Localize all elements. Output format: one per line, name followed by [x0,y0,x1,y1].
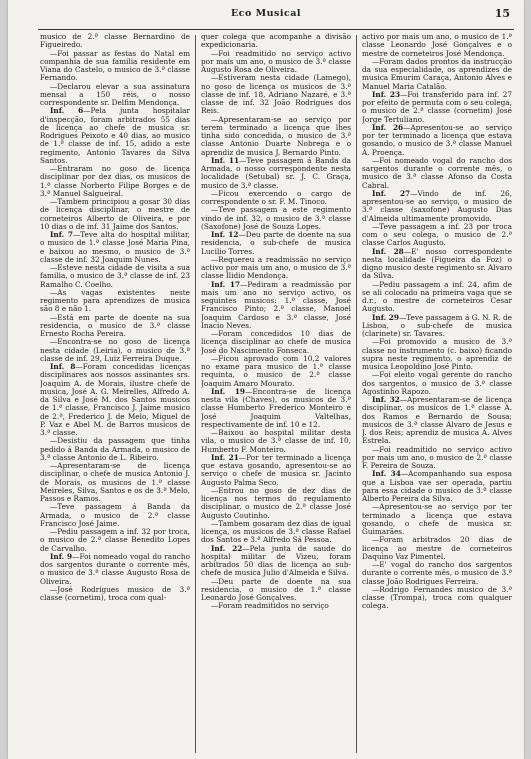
paragraph-text: —Esteve nesta cidade de visita a sua familia, o musico de 3.ª classe de inf. 23 Ramalho C. Coelho. [40,263,190,289]
paragraph-text: —Teve passagem á Banda da Armada, o musico de 2.ª classe Francisco José Jaime. [40,502,190,528]
news-paragraph [40,553,190,586]
paragraph-text: —E' nosso correspondente nesta localidade (Figueira da Foz) o digno musico deste regimento sr. Alvaro da Silva. [362,246,512,281]
paragraph-text: —Teve passagem á Banda da Armada, o nosso correspondente nesta localidade (Setubal) sr. J. C. Graça, musico de 3.ª classe. [201,155,351,190]
news-paragraph [40,33,190,50]
news-paragraph [362,586,512,611]
regiment-heading: Inf. 7 [50,230,73,239]
journal-title: Eco Musical [230,8,302,19]
paragraph-text: —E' vogal do rancho dos sargentos durante o corrente mês, o musico de 3.ª classe João Rodrigues Ferreira. [362,560,512,586]
news-paragraph [201,388,351,429]
paragraph-text: —Encontra-se de licença nesta vila (Chaves), os musicos de 3.ª classe Humberto Frederico Monteiro e José Joaquim Valtelhas, respectivamente de inf. 10 e 12. [201,386,351,429]
news-paragraph [362,248,512,281]
news-paragraph [201,231,351,256]
news-paragraph [362,223,512,248]
paragraph-text: —Baixou ao hospital militar desta vila, o musico de 3.ª classe de inf. 10, Humberto F. Monteiro. [201,428,351,454]
news-paragraph [40,107,190,165]
paragraph-text: —Tambem gosaram dez dias de igual licença, os musicos de 3.ª classe Rafael dos Santos e 3.ª Alfredo Sá Pessoa. [201,518,351,545]
regiment-heading: Inf. 17 [211,279,241,289]
paragraph-text: —Foram readmitidos no serviço [211,601,329,611]
news-paragraph [362,536,512,561]
paragraph-text: —Tambem principiou a gosar 30 dias de licença disciplinar, o mestre de corneteiros Alberto de Oliveira, e por 10 dias o de inf. 31 Jaime dos Santos. [40,197,190,231]
paragraph-text: —Por ter terminado a licença que estava gosando, apresentou-se ao serviço o chefe de musica sr. Jacinto Augusto Palma Seco. [201,452,351,487]
paragraph-text: —Ficou aprovado com 10,2 valores no exame para musico de 1.ª classe requinta, o musico de 2.ª classe Joaquim Amaro Mourato. [201,353,351,388]
news-paragraph [362,470,512,503]
paragraph-text: activo por mais um ano, o musico de 1.ª classe Leonardo José Gonçalves e o mestre de corneteiros José Mendonça. [362,33,512,58]
news-paragraph [201,429,351,454]
regiment-heading: Inf. 19 [211,386,246,396]
paragraph-text: —Requereu a readmissão no serviço activo por mais um ano, o musico de 3.ª classe Ilidio Mendonça. [201,254,351,281]
paragraph-text: —Foram arbitrados 20 dias de licença ao mestre de corneteiros Daquino Vaz Pimentel. [362,535,512,561]
paragraph-text: —Entrou no goso de dez dias de licença nos termos do regulamento disciplinar, o musico de 2.ª classe José Augusto Coutinho. [201,485,351,520]
paragraph-text: —Apresentou-se ao serviço por ter terminado a licença que estava gosando, o musico de 3.ª classe Manuel A. Proença. [362,122,512,157]
news-paragraph [201,545,351,578]
page-number: 15 [494,7,510,20]
news-paragraph [201,116,351,157]
news-paragraph [362,314,512,339]
paragraph-text: —Deu parte de doente na sua residencia, o sub-chefe de musica Lucilio Torres. [201,230,351,256]
news-paragraph [40,338,190,363]
news-paragraph [40,83,190,108]
news-paragraph [201,157,351,190]
news-paragraph [201,520,351,545]
column-divider [356,35,357,753]
paragraph-text: —Pela junta de saude do hospital militar de Vizeu, foram arbitrados 50 dias de licença ao sub-chefe de musica Julio d'Almeida e Silva. [201,543,351,578]
news-paragraph [362,281,512,314]
regiment-heading: Inf. 9 [50,551,73,561]
news-paragraph [40,289,190,314]
news-paragraph [201,578,351,603]
news-paragraph [40,586,190,603]
regiment-heading: Inf. 8 [50,362,76,371]
paragraph-text: —Vindo de inf. 26, apresentou-se ao serviço, o musico de 3.ª classe (saxofone) Augusto Dias d'Almeida ultimamente promovido. [362,188,512,223]
regiment-heading: Inf. 32 [372,395,400,404]
paragraph-text: —Apresentaram-se ao serviço por terem terminado a licença que lhes tinha sido concedida, o musico de 3.ª classe Antonio Duarte Nobrega e o aprendiz de musica J. Bernardo Pinto. [201,114,351,157]
paragraph-text: —Teve passagem a inf. 23 por troca com o seu colega, o musico de 2.ª classe Carlos Augusto. [362,221,512,248]
paragraph-text: —Pela junta hospitalar d'inspecção, foram arbitrados 55 dias de licença ao chefe de musica sr. Rodrigues Peixoto e 40 dias, ao musico de 1.ª classe de inf. 15, adido a este regimento, Antonio Tavares da Silva Santos. [40,106,190,165]
paragraph-text: —Foi readmitido no serviço activo por mais um ano, o musico de 2.ª classe F. Pereira de Souza. [362,444,512,470]
text-columns [40,33,512,753]
paragraph-text: —Deu parte de doente na sua residencia, o musico de 1.ª classe Leonardo José Gonçalves. [201,576,351,602]
news-paragraph [362,124,512,157]
paragraph-text: —Foram concedidos 10 dias de licença disciplinar ao chefe de musica José do Nascimento Fonseca. [201,329,351,355]
news-paragraph [362,338,512,371]
paragraph-text: —Estiveram nesta cidade (Lamego), no goso de licença os musicos de 3.ª classe de inf. 18, Adriano Nazaré, e 3.ª classe de inf. 32 João Rodrigues dos Reis. [201,73,351,116]
news-paragraph [362,190,512,223]
regiment-heading: Inf. 27 [372,188,411,198]
news-paragraph [201,206,351,231]
header-rule [38,29,514,30]
regiment-heading: Inf. 6 [50,106,84,116]
page [8,0,524,759]
paragraph-text: —Teve passagem a este regimento vindo de inf. 32, o musico de 3.ª classe (Saxofone) José de Souza Lopes. [201,205,351,231]
regiment-heading: Inf. 28 [372,246,404,256]
paragraph-text: —Teve alta do hospital militar, o musico de 1.ª classe José Maria Pina, e baixou ao mesmo, o musico de 3.ª classe de inf. 32 Joaquim Nunes. [40,230,190,264]
news-paragraph [362,58,512,91]
paragraph-text: —Foi promovido a musico de 3.ª classe no instrumento (c. baixo) ficando supra neste regimento, o aprendiz de musica Leopoldino José Pinto. [362,337,512,371]
page-header [8,8,524,24]
news-paragraph [362,561,512,586]
news-paragraph [201,355,351,388]
paragraph-text: —Rodrigo Fernandes musico de 3.ª classe (Trompa), troca com qualquer colega. [362,584,512,611]
column-divider [195,35,196,753]
news-paragraph [40,528,190,553]
news-paragraph [40,314,190,339]
regiment-heading: Inf. 22 [211,543,243,553]
news-paragraph [201,454,351,487]
news-paragraph [201,74,351,115]
news-paragraph [362,33,512,58]
paragraph-text: —Foram concedidas licenças disciplinares aos nossos assinantes srs. Joaquim A. de Morais, ilustre chefe de musica, José A. G. Meirelles, Alfredo A. da Silva e José M. dos Santos musicos de 1.ª classe, Francisco J. Jaime musico de 2.ª, Frederico J. de Melo, Miguel de P. Vaz e Abel M. de Barros musicos de 3.ª classe. [40,362,190,437]
regiment-heading: Inf. 26 [372,122,404,132]
news-paragraph [201,487,351,520]
column-1 [40,33,190,753]
column-3 [362,33,512,753]
news-paragraph [40,231,190,264]
news-paragraph [40,198,190,231]
regiment-heading: Inf. 29 [372,312,399,322]
news-paragraph [362,157,512,190]
news-paragraph [201,602,351,610]
news-paragraph [40,50,190,83]
paragraph-text: —Pediram a readmissão por mais um ano no serviço activo, os seguintes musicos: 1.ª classe, José Francisco Pinto; 2.ª classe, Manoel Joaquim Cardoso e 3.ª classe, José Inacio Neves. [201,279,351,330]
paragraph-text: —Apresentaram-se de licença disciplinar, os musicos de 1.ª classe A. dos Ramos e Bernardo de Sousa; musicos de 3.ª classe Alvaro de Jesus e J. dos Reis; aprendiz de musica A. Alves Estrela. [362,395,512,446]
paragraph-text: —Declarou elevar a sua assinatura mensal a 150 réis, o nosso correspondente sr. Delfim Mendonça. [40,81,190,107]
paragraph-text: —Encontra-se no goso de licença nesta cidade (Leiria), o musico de 3.ª classe de inf. 29, Luiz Ferreira Duque. [40,337,190,363]
news-paragraph [362,503,512,536]
paragraph-text: —Foi nomeado vogal do rancho dos sargentos durante o corrente mês, o musico de 3.ª classe Augusto Rosa de Oliveira. [40,551,190,586]
news-paragraph [362,446,512,471]
column-2 [201,33,351,753]
paragraph-text: —Foi nomeado vogal do rancho dos sargentos durante o corrente mês, o musico de 3.ª classe Afonso da Costa Cabral. [362,155,512,190]
paragraph-text: —Entraram no goso de licença disciplinar por dez dias, os musicos de 1.ª classe Norberto Filipe Borges e de 3.ª Manuel Salgueiral. [40,164,190,198]
paragraph-text: —Pediu passagem a inf. 24, afim de se ali colocado na primeira vaga que se d.r., o mestre de corneteiros Cesar Augusto. [362,279,512,314]
paragraph-text: —As vagas existentes neste regimento para aprendizes de musica são 8 e não 1. [40,287,190,314]
paragraph-text: —Teve passagem á G. N. R. de Lisboa, o sub-chefe de musica (clarinete) sr. Tavares. [362,312,512,338]
news-paragraph [40,503,190,528]
paragraph-text: —Acompanhando sua esposa que a Lisboa vae ser operada, partiu para essa cidade o musico de 3.ª classe Alberto Pereira da Silva. [362,469,512,503]
paragraph-text: —Foi eleito vogal gerente do rancho dos sargentos, o musico de 3.ª classe Agostinho Rapozo. [362,370,512,396]
news-paragraph [201,330,351,355]
news-paragraph [201,50,351,75]
news-paragraph [362,371,512,396]
news-paragraph [40,437,190,462]
regiment-heading: Inf. 34 [372,469,401,479]
paragraph-text: —Foram dados prontos da instrucção da sua especialidade, os aprendizes de musica Emurim Caraça, Antonio Alves e Manuel Maria Catalão. [362,56,512,91]
regiment-heading: Inf. 23 [372,89,401,99]
regiment-heading: Inf. 12 [211,230,239,239]
news-paragraph [362,396,512,446]
news-paragraph [201,281,351,331]
news-paragraph [201,33,351,50]
regiment-heading: Inf. 21 [211,452,239,462]
news-paragraph [40,264,190,289]
paragraph-text: quer colega que acompanhe a divisão expedicionaria. [201,33,351,50]
paragraph-text: —Foi transferido para inf. 27 por efeito de permuta com o seu colega, o musico de 2.ª classe (cornetim) José Jorge Tertuliano. [362,89,512,124]
paragraph-text: —Está em parte de doente na sua residencia, o musico de 3.ª classe Ernesto Rocha Pereira. [40,312,190,338]
paragraph-text: —Apresentaram-se de licença disciplinar, o chefe de musica Antonio J. de Morais, os musicos de 1.ª classe Meireles, Silva, Santos e os de 3.ª Melo, Passos e Ramos. [40,461,190,503]
paragraph-text: —Ficou exercendo o cargo de correspondente o sr. F. M. Tinoco. [201,188,351,206]
news-paragraph [201,190,351,207]
regiment-heading: Inf. 11 [211,155,240,165]
paragraph-text: —Foi passar as festas do Natal em companhia de sua familia residente em Viana do Castelo, o musico de 3.ª classe Fernando. [40,48,190,83]
paragraph-text: —Pediu passagem a inf. 32 por troca, o musico de 2.ª classe Benedito Lopes de Carvalho. [40,527,190,553]
news-paragraph [362,91,512,124]
news-paragraph [40,462,190,503]
news-paragraph [40,363,190,437]
paragraph-text: —José Rodrigues musico de 3.ª classe (cornetim), troca com qual- [40,584,190,602]
paragraph-text: —Foi readmitido no serviço activo por mais um ano, o musico de 3.ª classe Augusto Rosa de Oliveira. [201,48,351,74]
paragraph-text: —Desistiu da passagem que tinha pedido á Banda da Armada, o musico de 3.ª classe Antonio de L. Ribeiro. [40,436,190,462]
paragraph-text: —Apresentou-se ao serviço por ter terminado a licença que estava gosando, o chefe de musica sr. Guimarães. [362,502,512,536]
paragraph-text: musico de 2.ª classe Bernardino de Figueiredo. [40,33,190,50]
news-paragraph [201,256,351,281]
news-paragraph [40,165,190,198]
